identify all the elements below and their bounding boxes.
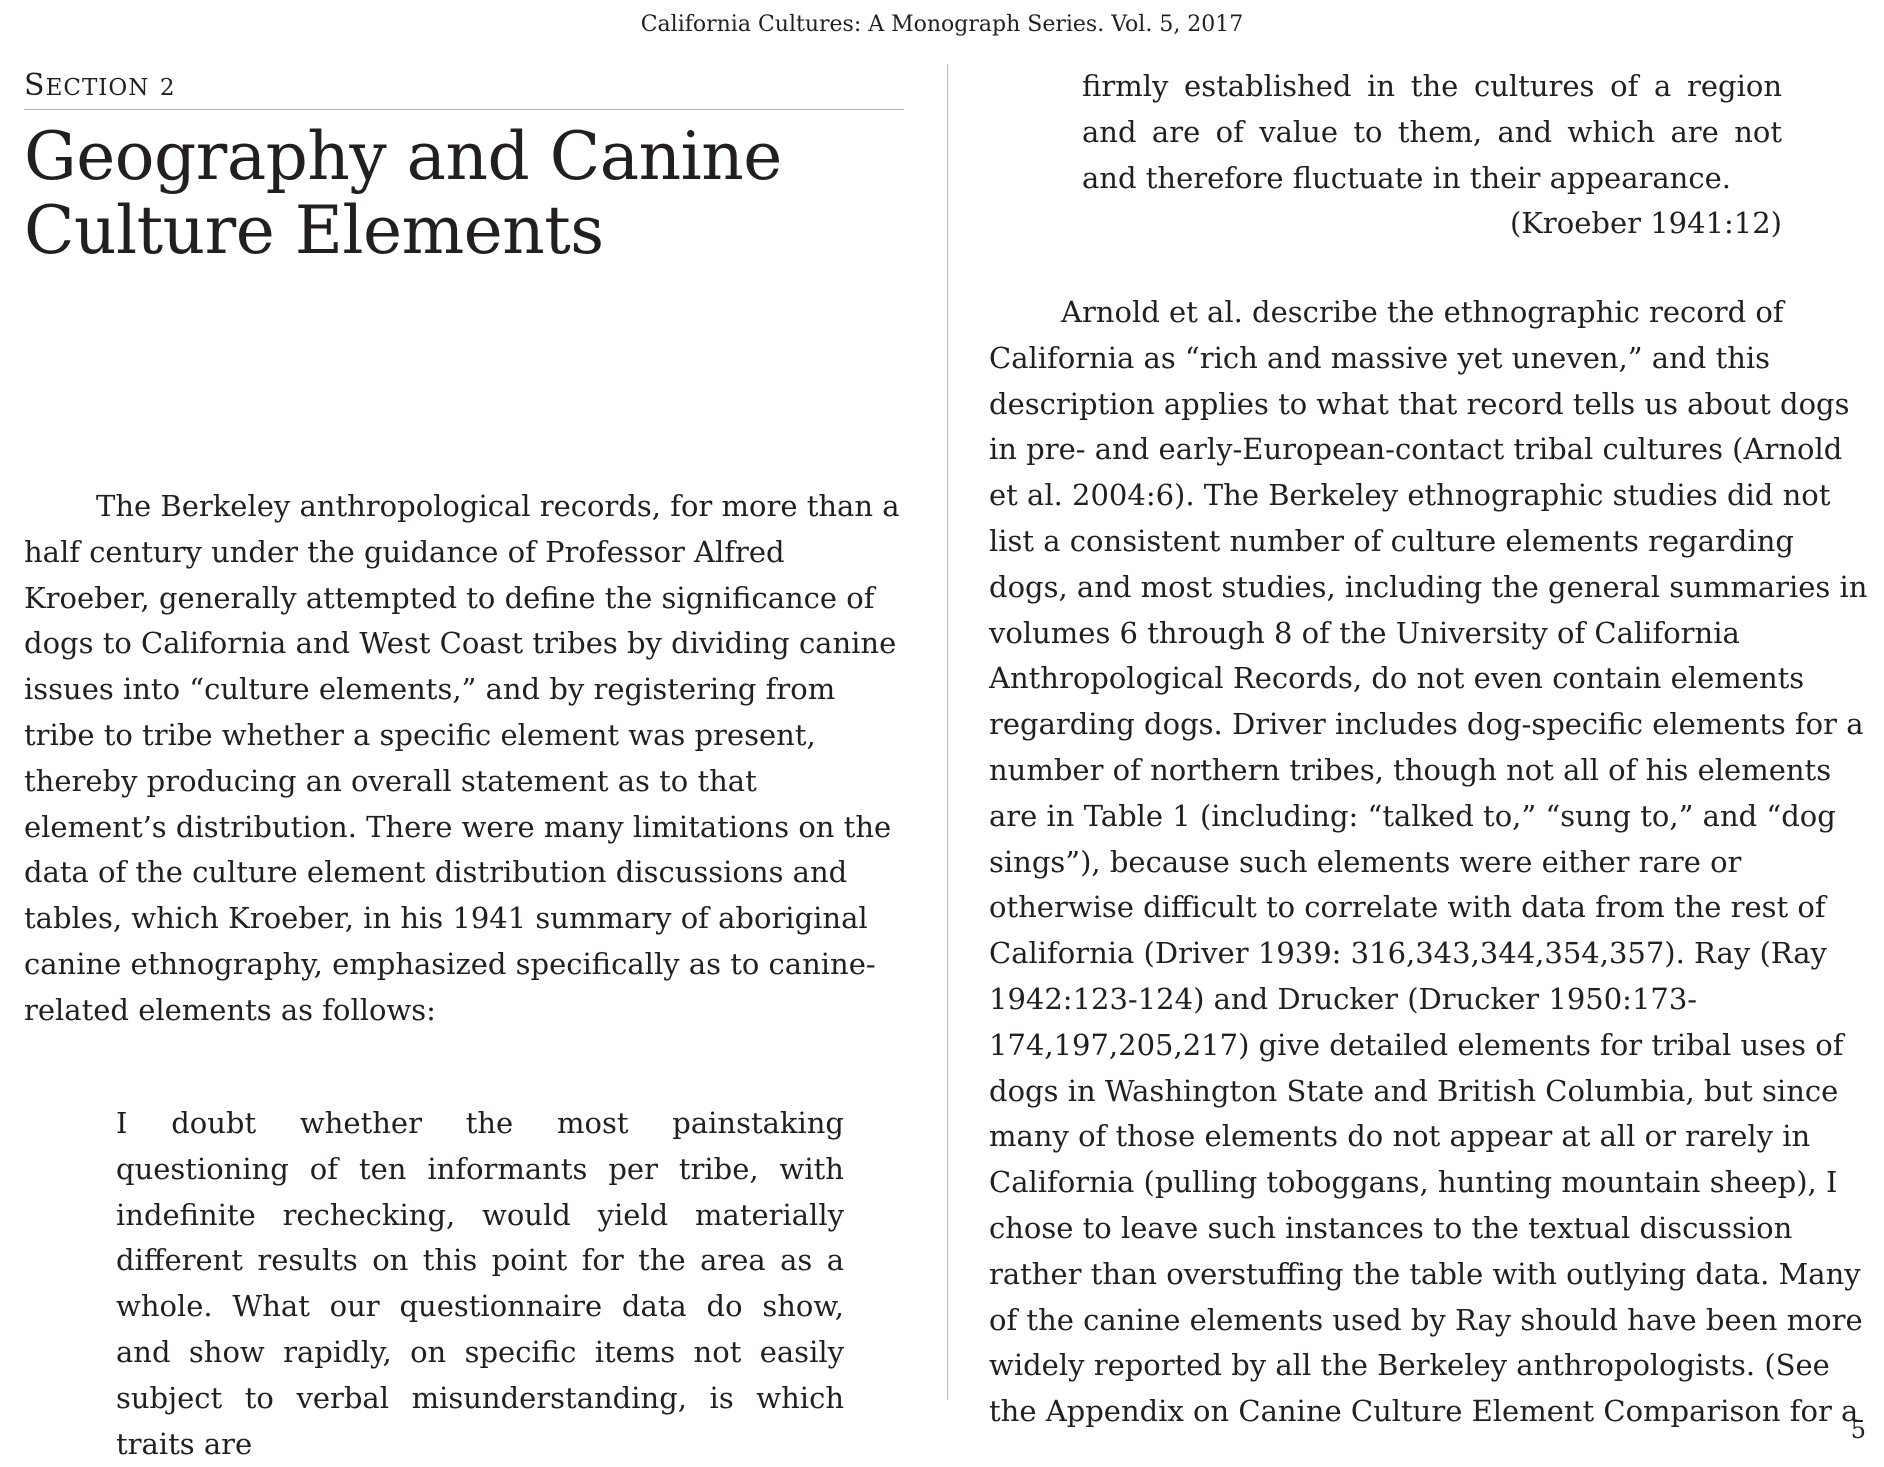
section-label-rest: ECTION [45,75,150,101]
section-label [24,68,904,110]
body-paragraph-kroeber-records: The Berkeley anthropological records, for more than a half century under the guidance of Professor Alfred Kroeber, generally attempted to define the significance of dogs to California and West Coast tribes by dividing canine issues into “culture elements,” and by registering from tribe to tribe whether a specific element was present, thereby producing an overall statement as to that element’s distribution. There were many limitations on the data of the culture element distribution discussions and tables, which Kroeber, in his 1941 summary of aboriginal canine ethnography, emphasized specifically as to canine-related elements as follows: [24,489,900,1027]
quote-citation: (Kroeber 1941:12) [1509,206,1782,240]
chapter-title: Geography and Canine Culture Elements [24,118,782,269]
left-column [24,68,904,1461]
column-divider [947,64,948,1400]
page-number: 5 [1850,1416,1866,1444]
block-quote-continuation: firmly established in the cultures of a region and are of value to them, and which are not and therefore fluctuate in their appearance. [1082,69,1782,195]
section-number: 2 [159,75,176,101]
body-paragraph-arnold: Arnold et al. describe the ethnographic record of California as “rich and massive yet uneven,” and this description applies to what that record tells us about dogs in pre- and early-European-contact tribal cultures (Arnold et al. 2004:6). The Berkeley ethnographic studies did not list a consistent number of culture elements regarding dogs, and most studies, including the general summaries in volumes 6 through 8 of the University of California Anthropological Records, do not even contain elements regarding dogs. Driver includes dog-specific elements for a number of northern tribes, though not all of his elements are in Table 1 (including: “talked to,” “sung to,” and “dog sings”), because such elements were either rare or otherwise difficult to correlate with data from the rest of California (Driver 1939: 316,343,344,354,357). Ray (Ray 1942:123-124) and Drucker (Drucker 1950:173-174,197,205,217) give detailed elements for tribal uses of dogs in Washington State and British Columbia, but since many of those elements do not appear at all or rarely in California (pulling toboggans, hunting mountain sheep), I chose to leave such instances to the textual discussion rather than overstuffing the table with outlying data. Many of the canine elements used by Ray should have been more widely reported by all the Berkeley anthropologists. (See the Appendix on Canine Culture Element Comparison for a [989,295,1868,1429]
running-header: California Cultures: A Monograph Series. Vol. 5, 2017 [640,12,1244,37]
section-label-initial: S [24,68,46,103]
block-quote-kroeber: I doubt whether the most painstaking questioning of ten informants per tribe, with indefinite rechecking, would yield materially different results on this point for the area as a whole. What our questionnaire data do show, and show rapidly, on specific items not easily subject to verbal misunderstanding, is which traits are [116,1106,844,1461]
